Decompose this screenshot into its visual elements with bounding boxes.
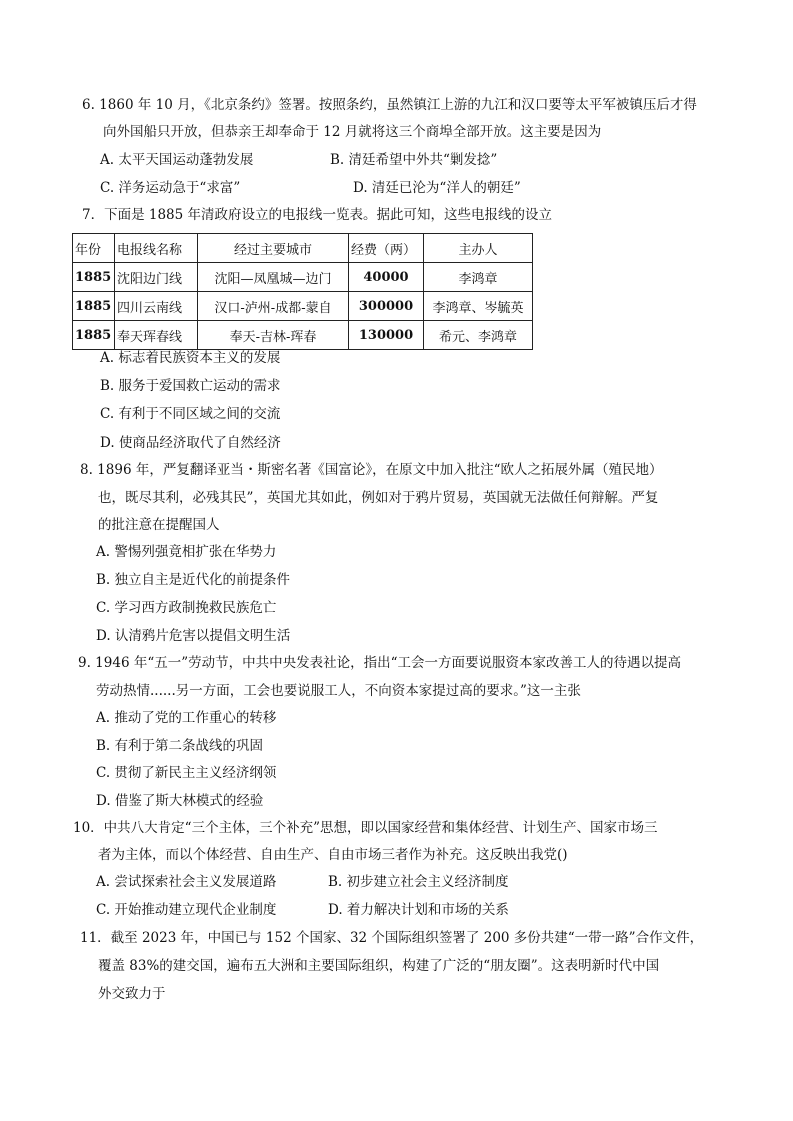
- q6-option-a: A. 太平天国运动蓬勃发展: [100, 152, 254, 168]
- q10-option-d: D. 着力解决计划和市场的关系: [328, 902, 509, 918]
- q10-option-a: A. 尝试探索社会主义发展道路: [96, 874, 277, 890]
- q10-option-b: B. 初步建立社会主义经济制度: [328, 874, 509, 890]
- q6-option-d: D. 清廷已沦为“洋人的朝廷”: [353, 180, 521, 196]
- q8-stem-line1: 8. 1896 年，严复翻译亚当・斯密名著《国富论》，在原文中加入批注“欧人之拓展外属（殖民地）: [80, 462, 663, 478]
- q8-option-a: A. 警惕列强竟相扩张在华势力: [96, 544, 277, 560]
- q9-option-a: A. 推动了党的工作重心的转移: [96, 710, 277, 726]
- telegraph-table: [72, 233, 533, 350]
- q9-option-d: D. 借鉴了斯大林模式的经验: [96, 793, 264, 809]
- q7-option-d: D. 使商品经济取代了自然经济: [100, 435, 281, 451]
- table-cell: 奉天-吉林-珲春: [198, 321, 349, 350]
- q10-stem-line2: 者为主体，而以个体经营、自由生产、自由市场三者作为补充。这反映出我党(): [98, 847, 568, 863]
- q7-option-c: C. 有利于不同区域之间的交流: [100, 406, 281, 422]
- q9-stem-line2: 劳动热情......另一方面，工会也要说服工人，不向资本家提过高的要求。”这一主张: [96, 683, 581, 699]
- table-header-cell: 经过主要城市: [198, 234, 349, 263]
- table-header-cell: 年份: [73, 234, 115, 263]
- table-header-cell: 主办人: [424, 234, 533, 263]
- table-cell: 130000: [349, 321, 424, 350]
- q9-option-b: B. 有利于第二条战线的巩固: [96, 738, 264, 754]
- table-cell: 四川云南线: [115, 292, 198, 321]
- q11-stem-line1: 11．截至 2023 年，中国已与 152 个国家、32 个国际组织签署了 200 多份共建“一带一路”合作文件，: [80, 930, 704, 946]
- q9-stem-line1: 9. 1946 年“五一”劳动节，中共中央发表社论，指出“工会一方面要说服资本家改善工人的待遇以提高: [78, 655, 682, 671]
- table-cell: 汉口-泸州-成都-蒙自: [198, 292, 349, 321]
- q8-stem-line3: 的批注意在提醒国人: [98, 517, 220, 533]
- table-header-cell: 经费（两）: [349, 234, 424, 263]
- q6-option-c: C. 洋务运动急于“求富”: [100, 180, 241, 196]
- table-header-row: [73, 234, 533, 263]
- table-cell: 40000: [349, 263, 424, 292]
- table-cell: 沈阳—凤凰城—边门: [198, 263, 349, 292]
- q8-option-d: D. 认清鸦片危害以提倡文明生活: [96, 628, 291, 644]
- table-cell: 李鸿章、岑毓英: [424, 292, 533, 321]
- table-row: [73, 321, 533, 350]
- table-cell: 1885: [73, 292, 115, 321]
- q7-option-a: A. 标志着民族资本主义的发展: [100, 350, 281, 366]
- table-cell: 李鸿章: [424, 263, 533, 292]
- q7-stem-line1: 7．下面是 1885 年清政府设立的电报线一览表。据此可知，这些电报线的设立: [82, 207, 553, 223]
- table-cell: 1885: [73, 263, 115, 292]
- q6-stem-line2: 向外国船只开放，但恭亲王却奉命于 12 月就将这三个商埠全部开放。这主要是因为: [103, 124, 602, 140]
- q10-stem-line1: 10．中共八大肯定“三个主体，三个补充”思想，即以国家经营和集体经营、计划生产、国家市场三: [73, 820, 658, 836]
- table-cell: 1885: [73, 321, 115, 350]
- table-row: [73, 263, 533, 292]
- table-cell: 300000: [349, 292, 424, 321]
- table-row: [73, 292, 533, 321]
- q9-option-c: C. 贯彻了新民主主义经济纲领: [96, 765, 277, 781]
- q8-stem-line2: 也，既尽其利，必残其民”，英国尤其如此，例如对于鸦片贸易，英国就无法做任何辩解。严复: [98, 490, 659, 506]
- q8-option-b: B. 独立自主是近代化的前提条件: [96, 572, 291, 588]
- q6-stem-line1: 6. 1860 年 10 月，《北京条约》签署。按照条约，虽然镇江上游的九江和汉口要等太平军被镇压后才得: [82, 97, 697, 113]
- q11-stem-line3: 外交致力于: [98, 986, 166, 1002]
- q10-option-c: C. 开始推动建立现代企业制度: [96, 902, 277, 918]
- q6-option-b: B. 清廷希望中外共“剿发捻”: [330, 152, 498, 168]
- table-cell: 沈阳边门线: [115, 263, 198, 292]
- q11-stem-line2: 覆盖 83%的建交国，遍布五大洲和主要国际组织，构建了广泛的“朋友圈”。这表明新时代中国: [98, 958, 660, 974]
- table-cell: 希元、李鸿章: [424, 321, 533, 350]
- q7-option-b: B. 服务于爱国救亡运动的需求: [100, 378, 281, 394]
- table-cell: 奉天珲春线: [115, 321, 198, 350]
- q8-option-c: C. 学习西方政制挽救民族危亡: [96, 600, 277, 616]
- table-header-cell: 电报线名称: [115, 234, 198, 263]
